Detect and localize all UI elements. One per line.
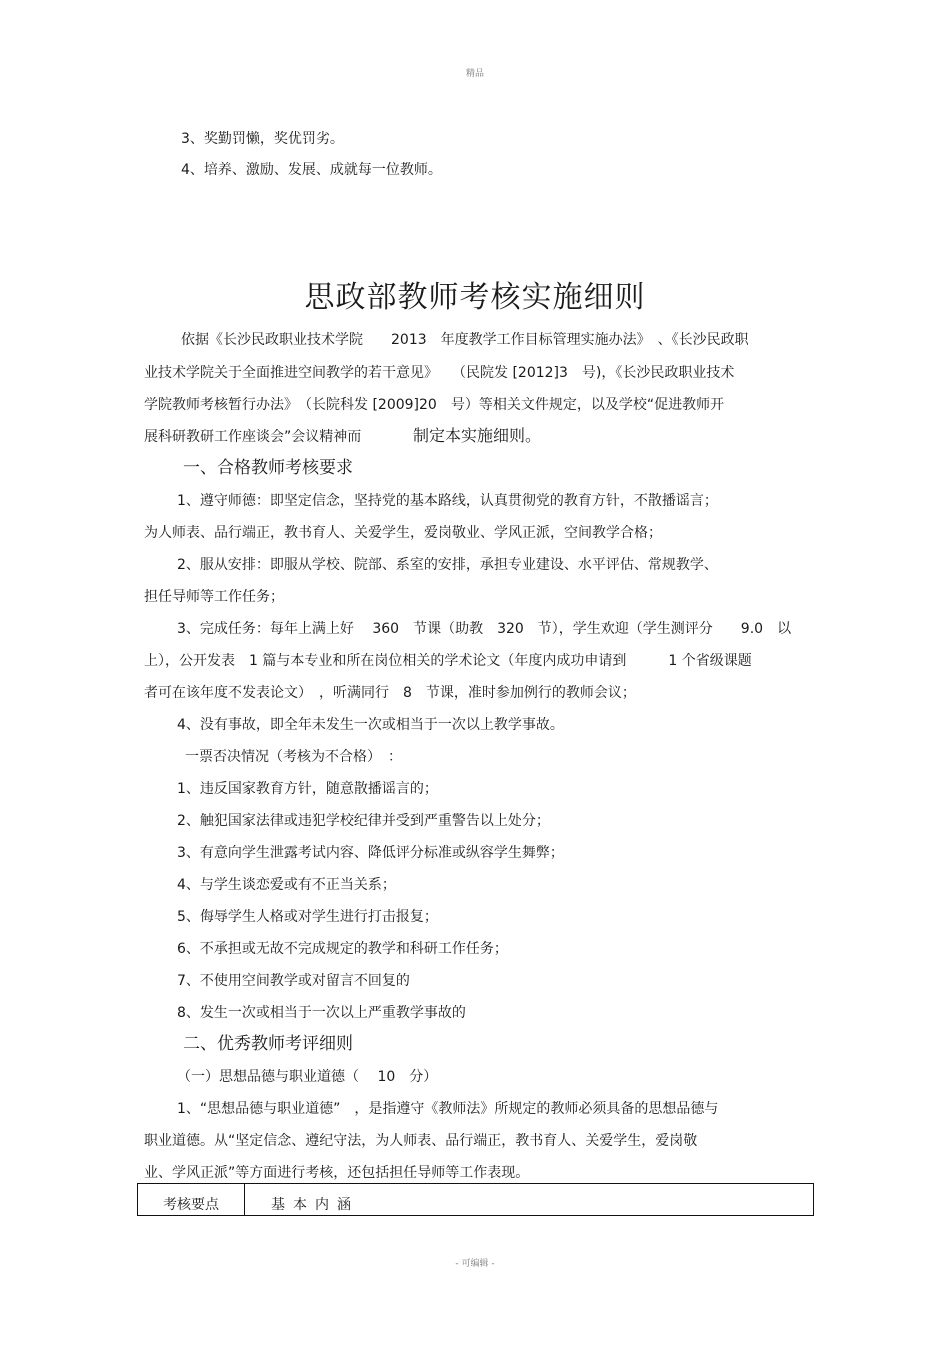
veto-item: 1、违反国家教育方针，随意散播谣言的； xyxy=(177,781,438,797)
preamble-line: 学院教师考核暂行办法》 （长院科发 [2009]20 号）等相关文件规定，以及学校“促进教师开 xyxy=(144,397,725,413)
paragraph-line: 1、“思想品德与职业道德” ，是指遵守《教师法》所规定的教师必须具备的思想品德与 xyxy=(177,1101,719,1117)
requirement-line: 2、服从安排：即服从学校、院部、系室的安排，承担专业建设、水平评估、常规教学、 xyxy=(177,557,718,573)
subsection-heading: （一）思想品德与职业道德（ 10 分） xyxy=(177,1069,438,1085)
list-item: 3、奖勤罚懒，奖优罚劣。 xyxy=(181,131,344,147)
paragraph-line: 业、学风正派”等方面进行考核，还包括担任导师等工作表现。 xyxy=(144,1165,530,1181)
table-header-row xyxy=(138,1184,814,1216)
list-item: 4、培养、激励、发展、成就每一位教师。 xyxy=(181,162,442,178)
veto-item: 3、有意向学生泄露考试内容、降低评分标准或纵容学生舞弊； xyxy=(177,845,564,861)
veto-item: 4、与学生谈恋爱或有不正当关系； xyxy=(177,877,396,893)
requirement-line: 1、遵守师德：即坚定信念，坚持党的基本路线，认真贯彻党的教育方针，不散播谣言； xyxy=(177,493,718,509)
page-header: 精品 xyxy=(465,69,484,79)
requirement-line: 为人师表、品行端正，教书育人、关爱学生，爱岗敬业、学风正派，空间教学合格； xyxy=(144,525,662,541)
paragraph-line: 职业道德。从“坚定信念、遵纪守法，为人师表、品行端正，教书育人、关爱学生，爱岗敬 xyxy=(144,1133,698,1149)
requirement-line: 者可在该年度不发表论文） ，听满同行 8 节课，准时参加例行的教师会议； xyxy=(144,685,636,701)
veto-item: 7、不使用空间教学或对留言不回复的 xyxy=(177,973,410,989)
requirement-line: 4、没有事故，即全年未发生一次或相当于一次以上教学事故。 xyxy=(177,717,564,733)
preamble-end: 制定本实施细则。 xyxy=(413,426,542,445)
table-header-cell: 考核要点 xyxy=(138,1184,245,1216)
veto-item: 6、不承担或无故不完成规定的教学和科研工作任务； xyxy=(177,941,508,957)
veto-item: 5、侮辱学生人格或对学生进行打击报复； xyxy=(177,909,438,925)
preamble-line: 依据《长沙民政职业技术学院 2013 年度教学工作目标管理实施办法》 、《长沙民政职 xyxy=(181,332,749,348)
requirement-line: 担任导师等工作任务； xyxy=(144,589,284,605)
table-header-cell: 基本内涵 xyxy=(245,1184,814,1216)
veto-heading: 一票否决情况（考核为不合格） ： xyxy=(185,749,402,765)
assessment-table xyxy=(137,1183,814,1216)
page-footer: - 可编辑 - xyxy=(455,1259,495,1269)
preamble-line: 展科研教研工作座谈会”会议精神而 xyxy=(144,429,362,445)
veto-item: 2、触犯国家法律或违犯学校纪律并受到严重警告以上处分； xyxy=(177,813,550,829)
veto-item: 8、发生一次或相当于一次以上严重教学事故的 xyxy=(177,1005,466,1021)
requirement-line: 3、完成任务：每年上满上好 360 节课（助教 320 节），学生欢迎（学生测评分 9.0 以 xyxy=(177,621,792,637)
document-title: 思政部教师考核实施细则 xyxy=(304,280,646,315)
section-heading-2: 二、优秀教师考评细则 xyxy=(183,1034,353,1054)
preamble-line: 业技术学院关于全面推进空间教学的若干意见》 （民院发 [2012]3 号)，《长沙民政职业技术 xyxy=(144,365,735,381)
requirement-line: 上），公开发表 1 篇与本专业和所在岗位相关的学术论文（年度内成功申请到 1 个省级课题 xyxy=(144,653,752,669)
section-heading-1: 一、合格教师考核要求 xyxy=(183,458,353,478)
